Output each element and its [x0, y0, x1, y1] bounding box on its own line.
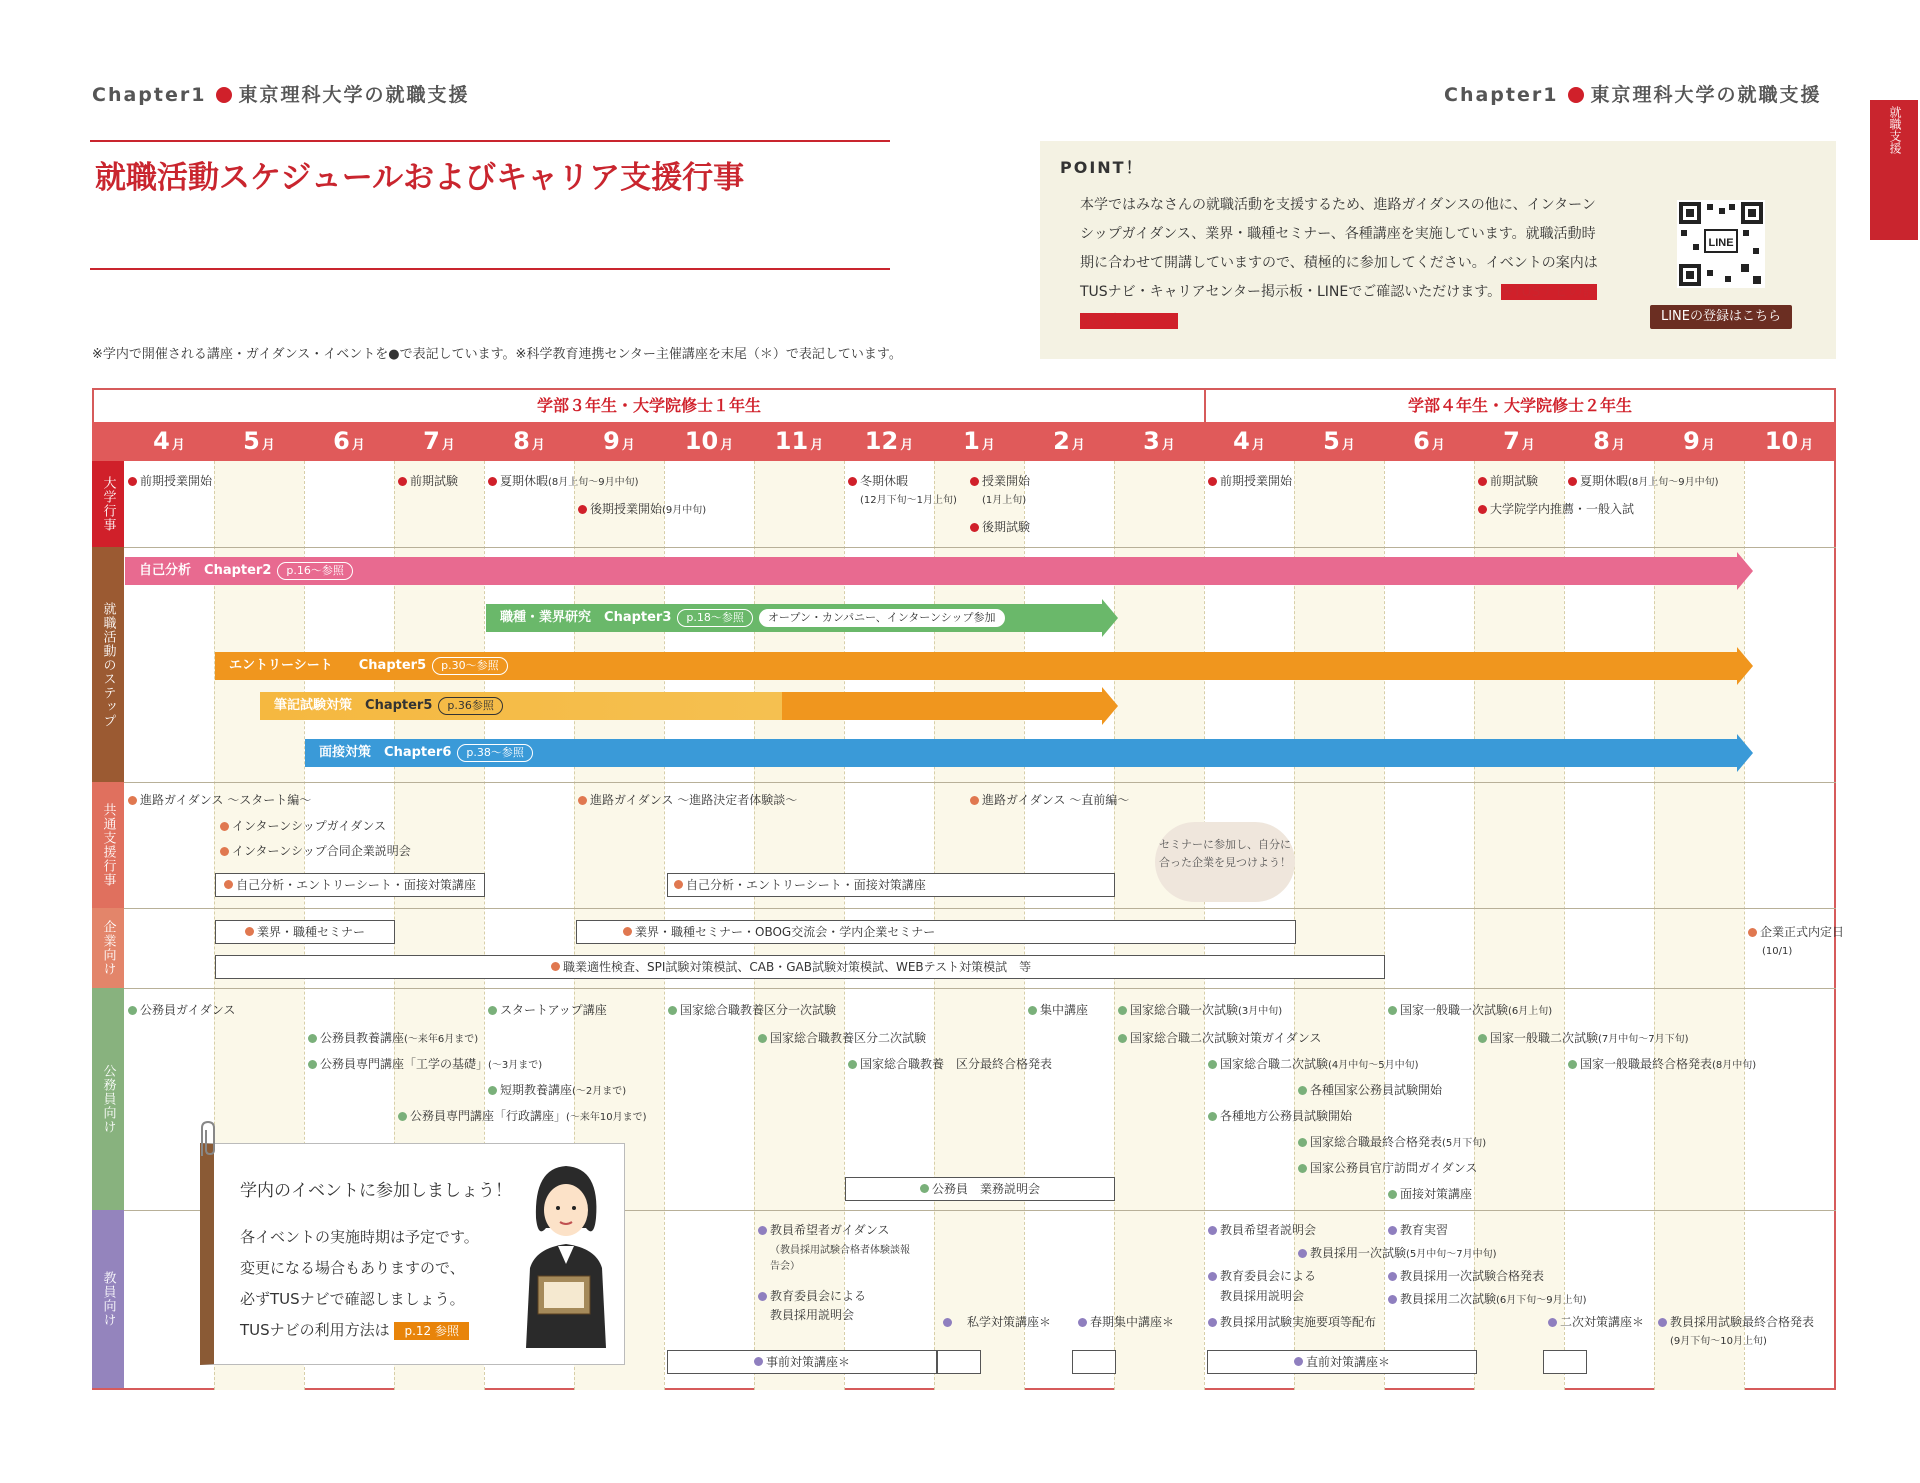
univ-event: 前期試験 [398, 474, 458, 488]
paperclip-icon [194, 1120, 224, 1160]
side-tab[interactable]: 就職支援 [1870, 100, 1918, 240]
row-separator [92, 908, 1836, 909]
teacher-event: 私学対策講座＊ [943, 1315, 1051, 1329]
month-label: 5 月 [243, 427, 275, 455]
civil-event: 国家一般職最終合格発表(8月中旬) [1568, 1057, 1756, 1073]
month-label: 2 月 [1053, 427, 1085, 455]
corp-event: 企業正式内定日 [1748, 925, 1844, 939]
univ-event: 大学院学内推薦・一般入試 [1478, 502, 1634, 516]
month-label: 8 月 [513, 427, 545, 455]
qr-line-text: LINE [1708, 237, 1734, 249]
teacher-course-box-small [937, 1350, 981, 1374]
civil-event: 国家総合職最終合格発表(5月下旬) [1298, 1135, 1486, 1151]
row-label-job-steps: 就職活動のステップ [92, 547, 124, 782]
teacher-event-note: (9月下旬〜10月上旬) [1670, 1336, 1767, 1347]
teacher-event: 教員採用試験最終合格発表 [1658, 1315, 1814, 1329]
teacher-event: 教員採用一次試験合格発表 [1388, 1269, 1544, 1283]
teacher-event: 教育実習 [1388, 1223, 1448, 1237]
step-arrow-industry-research[interactable]: 職種・業界研究 Chapter3 p.18〜参照 オープン・カンパニー、インターンシップ参加 [486, 604, 1102, 632]
civil-event: 国家公務員官庁訪問ガイダンス [1298, 1161, 1477, 1175]
page-ref-button[interactable]: p.12 参照 [394, 1322, 469, 1340]
common-event: 進路ガイダンス 〜直前編〜 [970, 793, 1129, 807]
speech-bubble: セミナーに参加し、自分に合った企業を見つけよう！ [1155, 822, 1295, 902]
teacher-event: 春期集中講座＊ [1078, 1315, 1174, 1329]
teacher-event-note: 教員採用説明会 [1220, 1289, 1305, 1303]
civil-event: スタートアップ講座 [488, 1003, 607, 1017]
common-course-box: 自己分析・エントリーシート・面接対策講座 [667, 873, 1115, 897]
teacher-event: 教員採用二次試験(6月下旬〜9月上旬) [1388, 1292, 1587, 1308]
teacher-event: 二次対策講座＊ [1548, 1315, 1644, 1329]
month-label: 1 月 [963, 427, 995, 455]
page-title: 就職活動スケジュールおよびキャリア支援行事 [95, 160, 745, 196]
month-label: 4 月 [1233, 427, 1265, 455]
civil-event: 国家一般職一次試験(6月上旬) [1388, 1003, 1552, 1019]
month-label: 9 月 [1683, 427, 1715, 455]
teacher-event-note: （教員採用試験合格者体験談報告会） [770, 1245, 910, 1272]
year-header-1: 学部３年生・大学院修士１年生 [94, 390, 1204, 422]
point-body: 本学ではみなさんの就職活動を支援するため、進路ガイダンスの他に、インターンシップガイダンス、業界・職種セミナー、各種講座を実施しています。就職活動時期に合わせて開講していますので、積極的に参加してください。イベントの案内はTUSナビ・キャリアセンター掲示板・LINEでご確認いただけます。※TUSナビの詳細は次ページへ [1080, 197, 1598, 329]
civil-event: 国家一般職二次試験(7月中旬〜7月下旬) [1478, 1031, 1689, 1047]
row-label-teacher: 教員向け [92, 1210, 124, 1388]
event-note-card [200, 1143, 625, 1365]
chapter-header-left: Chapter1 東京理科大学の就職支援 [92, 84, 470, 106]
businesswoman-icon [516, 1158, 616, 1348]
civil-event: 国家総合職教養区分二次試験 [758, 1031, 926, 1045]
civil-event: 各種国家公務員試験開始 [1298, 1083, 1442, 1097]
civil-event: 各種地方公務員試験開始 [1208, 1109, 1352, 1123]
month-label: 11 月 [774, 427, 824, 455]
column-divider [1744, 461, 1745, 1390]
civil-event: 国家総合職教養区分一次試験 [668, 1003, 836, 1017]
common-event: インターンシップガイダンス [220, 819, 386, 833]
step-arrow-written-test[interactable]: 筆記試験対策 Chapter5 p.36参照 [260, 692, 1102, 720]
univ-event: 前期試験 [1478, 474, 1538, 488]
row-label-civil: 公務員向け [92, 988, 124, 1210]
corp-event-note: (10/1) [1762, 946, 1793, 957]
civil-event: 公務員教養講座(〜来年6月まで) [308, 1031, 478, 1047]
step-arrow-interview[interactable]: 面接対策 Chapter6 p.38〜参照 [305, 739, 1737, 767]
row-separator [92, 988, 1836, 989]
column-divider [1654, 461, 1655, 1390]
line-register-button[interactable]: LINEの登録はこちら [1650, 305, 1792, 329]
row-label-corporate: 企業向け [92, 908, 124, 988]
civil-event: 国家総合職二次試験(4月中旬〜5月中旬) [1208, 1057, 1419, 1073]
common-event: 進路ガイダンス 〜進路決定者体験談〜 [578, 793, 797, 807]
point-label: POINT！ [1060, 158, 1144, 177]
month-label: 4 月 [153, 427, 185, 455]
univ-event: 冬期休暇 [848, 474, 908, 488]
chapter-header-right: Chapter1 東京理科大学の就職支援 [1444, 84, 1822, 106]
month-label: 10 月 [1764, 427, 1814, 455]
row-separator [92, 782, 1836, 783]
teacher-event: 教育委員会による [758, 1289, 866, 1303]
month-label: 5 月 [1323, 427, 1355, 455]
title-bottom-rule [90, 268, 890, 270]
column-band [1654, 461, 1744, 1390]
civil-event: 公務員専門講座「工学の基礎」(〜3月まで) [308, 1057, 542, 1073]
title-top-rule [90, 140, 890, 142]
month-label: 10 月 [684, 427, 734, 455]
step-arrow-self-analysis[interactable]: 自己分析 Chapter2 p.16〜参照 [125, 557, 1737, 585]
common-course-box: 自己分析・エントリーシート・面接対策講座 [215, 873, 485, 897]
step-arrow-entry-sheet[interactable]: エントリーシート Chapter5 p.30〜参照 [215, 652, 1737, 680]
teacher-event: 教員採用試験実施要項等配布 [1208, 1315, 1376, 1329]
teacher-course-box: 事前対策講座＊ [667, 1350, 937, 1374]
month-label: 6 月 [1413, 427, 1445, 455]
teacher-event: 教員希望者ガイダンス [758, 1223, 889, 1237]
civil-event: 面接対策講座 [1388, 1187, 1472, 1201]
month-label: 9 月 [603, 427, 635, 455]
year-header-2: 学部４年生・大学院修士２年生 [1206, 390, 1834, 422]
teacher-course-box-small [1543, 1350, 1587, 1374]
univ-event-note: (12月下旬〜1月上旬) [860, 495, 957, 506]
univ-event: 夏期休暇(8月上旬〜9月中旬) [488, 474, 639, 490]
univ-event: 前期授業開始 [1208, 474, 1292, 488]
row-label-common: 共通支援行事 [92, 782, 124, 908]
civil-briefing-box: 公務員 業務説明会 [845, 1177, 1115, 1201]
teacher-event: 教員採用一次試験(5月中旬〜7月中旬) [1298, 1246, 1497, 1262]
qr-code-icon[interactable] [1677, 200, 1765, 288]
month-label: 8 月 [1593, 427, 1625, 455]
common-event: インターンシップ合同企業説明会 [220, 844, 411, 858]
red-dot-icon [216, 87, 232, 103]
civil-event: 公務員専門講座「行政講座」(〜来年10月まで) [398, 1109, 647, 1125]
teacher-event-note: 教員採用説明会 [770, 1308, 855, 1322]
univ-event: 後期授業開始(9月中旬) [578, 502, 706, 518]
corp-seminar-box: 業界・職種セミナー・OBOG交流会・学内企業セミナー [576, 920, 1296, 944]
univ-event: 夏期休暇(8月上旬〜9月中旬) [1568, 474, 1719, 490]
civil-event: 集中講座 [1028, 1003, 1088, 1017]
teacher-event: 教員希望者説明会 [1208, 1223, 1316, 1237]
common-event: 進路ガイダンス 〜スタート編〜 [128, 793, 311, 807]
month-label: 7 月 [423, 427, 455, 455]
month-label: 3 月 [1143, 427, 1175, 455]
event-note-body: 各イベントの実施時期は予定です。 変更になる場合もありますので、 必ずTUSナビで確認しましょう。 TUSナビの利用方法は p.12 参照 [240, 1228, 479, 1339]
red-dot-icon [1568, 87, 1584, 103]
row-label-university: 大学行事 [92, 461, 124, 547]
teacher-event: 教育委員会による [1208, 1269, 1316, 1283]
univ-event-note: (1月上旬) [982, 495, 1027, 506]
corp-tests-box: 職業適性検査、SPI試験対策模試、CAB・GAB試験対策模試、WEBテスト対策模試 等 [215, 955, 1385, 979]
row-separator [92, 547, 1836, 548]
corp-seminar-box: 業界・職種セミナー [215, 920, 395, 944]
month-label: 7 月 [1503, 427, 1535, 455]
univ-event: 前期授業開始 [128, 474, 212, 488]
event-note-title: 学内のイベントに参加しましょう！ [240, 1181, 512, 1201]
month-label: 12 月 [864, 427, 914, 455]
column-divider [1564, 461, 1565, 1390]
univ-event: 後期試験 [970, 520, 1030, 534]
civil-event: 国家総合職二次試験対策ガイダンス [1118, 1031, 1321, 1045]
univ-event: 授業開始 [970, 474, 1030, 488]
civil-event: 公務員ガイダンス [128, 1003, 235, 1017]
teacher-course-box-small [1072, 1350, 1116, 1374]
month-label: 6 月 [333, 427, 365, 455]
legend-note: ※学内で開催される講座・ガイダンス・イベントを●で表記しています。※科学教育連携センター主催講座を末尾（＊）で表記しています。 [92, 347, 902, 362]
teacher-course-box: 直前対策講座＊ [1207, 1350, 1477, 1374]
civil-event: 短期教養講座(〜2月まで) [488, 1083, 626, 1099]
civil-event: 国家総合職教養 区分最終合格発表 [848, 1057, 1052, 1071]
civil-event: 国家総合職一次試験(3月中旬) [1118, 1003, 1282, 1019]
